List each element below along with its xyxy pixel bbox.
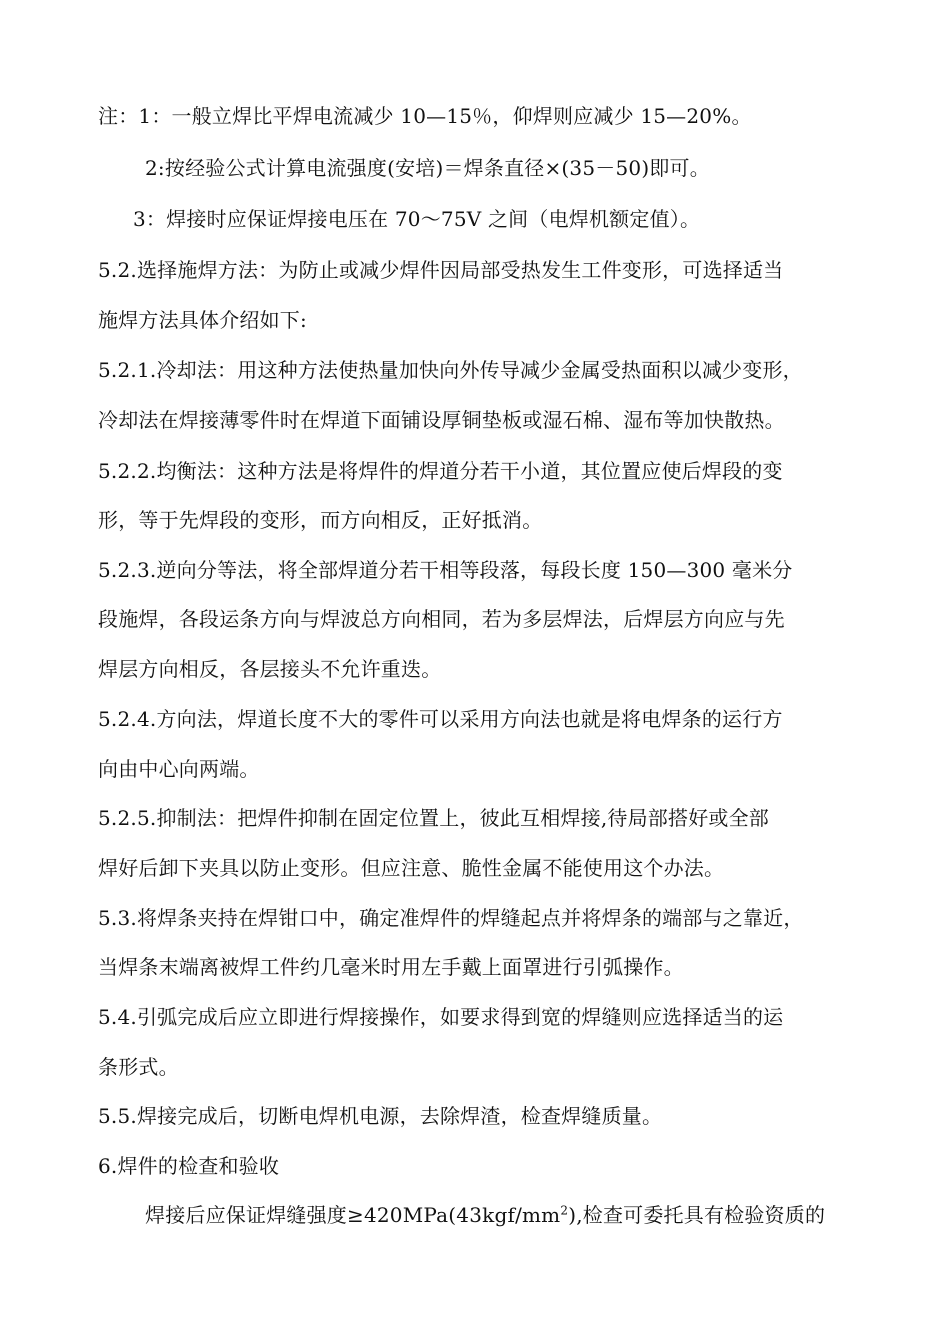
paragraph-line: 形，等于先焊段的变形，而方向相反，正好抵消。	[98, 508, 543, 532]
paragraph-line: 焊层方向相反，各层接头不允许重迭。	[98, 657, 442, 681]
paragraph-line: 5.3.将焊条夹持在焊钳口中，确定准焊件的焊缝起点并将焊条的端部与之靠近，	[98, 906, 804, 930]
paragraph-line: 5.2.4.方向法，焊道长度不大的零件可以采用方向法也就是将电焊条的运行方	[98, 707, 783, 731]
paragraph-line: 焊好后卸下夹具以防止变形。但应注意、脆性金属不能使用这个办法。	[98, 856, 725, 880]
note-line-1: 注：1：一般立焊比平焊电流减少 10—15％，仰焊则应减少 15—20%。	[98, 104, 752, 128]
paragraph-line: 施焊方法具体介绍如下:	[98, 308, 307, 332]
paragraph-line: 5.2.选择施焊方法：为防止或减少焊件因局部受热发生工件变形，可选择适当	[98, 258, 784, 282]
paragraph-line: 段施焊，各段运条方向与焊波总方向相同，若为多层焊法，后焊层方向应与先	[98, 607, 785, 631]
note-line-3: 3：焊接时应保证焊接电压在 70～75V 之间（电焊机额定值）。	[133, 207, 701, 231]
paragraph-line: 向由中心向两端。	[98, 757, 260, 781]
paragraph-line: 5.5.焊接完成后，切断电焊机电源，去除焊渣，检查焊缝质量。	[98, 1104, 663, 1128]
paragraph-line: 冷却法在焊接薄零件时在焊道下面铺设厚铜垫板或湿石棉、湿布等加快散热。	[98, 408, 785, 432]
last-line-text-before: 焊接后应保证焊缝强度≥420MPa(43kgf/mm	[145, 1203, 561, 1227]
paragraph-line: 5.2.3.逆向分等法，将全部焊道分若干相等段落，每段长度 150—300 毫米分	[98, 558, 793, 582]
paragraph-line: 5.2.2.均衡法：这种方法是将焊件的焊道分若干小道，其位置应使后焊段的变	[98, 459, 783, 483]
paragraph-line: 5.2.5.抑制法：把焊件抑制在固定位置上，彼此互相焊接,待局部搭好或全部	[98, 806, 770, 830]
paragraph-last-line	[145, 1202, 825, 1228]
paragraph-line: 5.4.引弧完成后应立即进行焊接操作，如要求得到宽的焊缝则应选择适当的运	[98, 1005, 784, 1029]
superscript: 2	[560, 1203, 569, 1218]
note-line-2: 2:按经验公式计算电流强度(安培)＝焊条直径×(35－50)即可。	[145, 156, 710, 180]
last-line-text-after: ),检查可委托具有检验资质的	[568, 1203, 826, 1227]
paragraph-line: 条形式。	[98, 1055, 179, 1079]
section-heading: 6.焊件的检查和验收	[98, 1154, 280, 1178]
paragraph-line: 当焊条末端离被焊工件约几毫米时用左手戴上面罩进行引弧操作。	[98, 955, 684, 979]
paragraph-line: 5.2.1.冷却法：用这种方法使热量加快向外传导减少金属受热面积以减少变形，	[98, 358, 803, 382]
